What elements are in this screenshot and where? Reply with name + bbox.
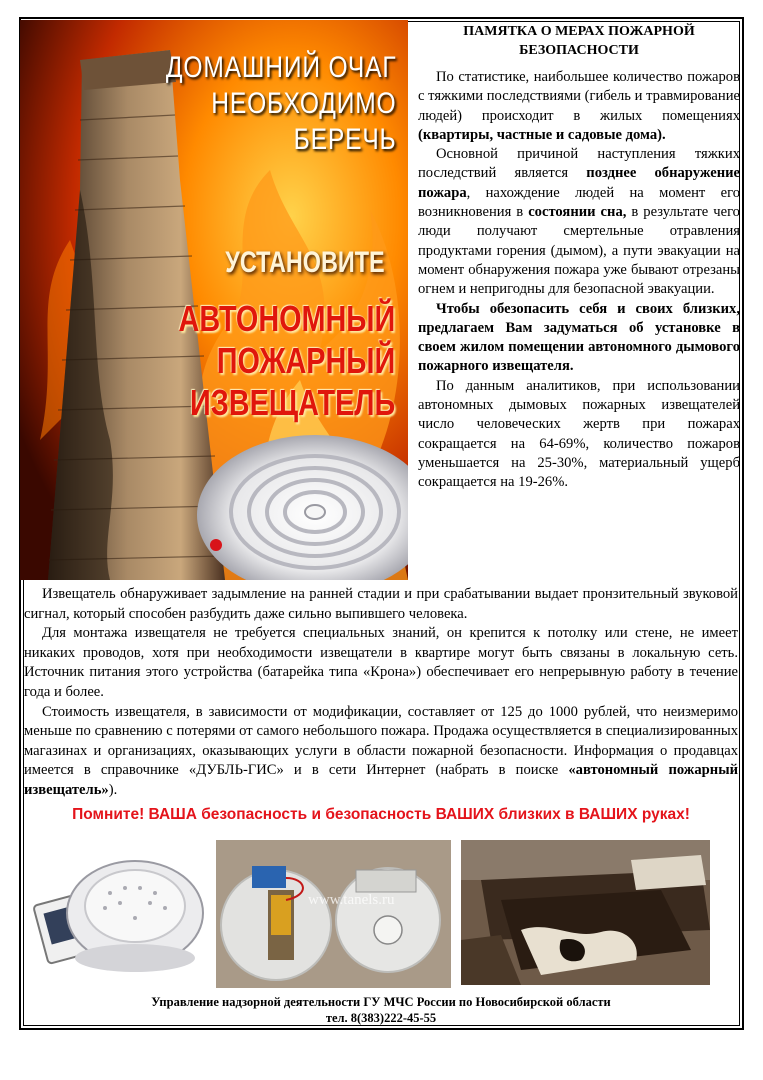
memo-paragraph-causes xyxy=(418,145,740,299)
footer-organization: Управление надзорной деятельности ГУ МЧС России по Новосибирской области xyxy=(151,995,611,1009)
memo-text: , нахождение людей на момент его возникновения в xyxy=(418,184,740,221)
memo-bold-text: состоянии сна, xyxy=(528,204,627,221)
footer-phone: тел. 8(383)222-45-55 xyxy=(325,1011,437,1025)
footer xyxy=(24,994,738,1026)
body-paragraph-installation: Для монтажа извещателя не требуется специальных знаний, он крепится к потолку или стене, не имеет никаких проводов, хотя при необходимости извещатели в квартире могут быть связаны в локальную сеть. Источник питания этого устройства (батарейка типа «Крона») обеспечивает его непрерывную работу в течение года и более. xyxy=(24,625,738,700)
poster-install-label xyxy=(20,246,408,280)
body-text-span: Стоимость извещателя, в зависимости от модификации, составляет от 125 до 1000 рублей, что неизмеримо меньше по сравнению с потерями от самого небольшого пожара. Продажа осуществляется в специализированных магазинах и организациях, оказывающих услуги в области пожарной безопасности. Информация о продавцах имеется в справочнике «ДУБЛЬ-ГИС» и в сети Интернет (набрать в поиске xyxy=(24,703,738,779)
memo-title xyxy=(418,22,740,60)
poster-headline-line: ДОМАШНИЙ ОЧАГ xyxy=(165,51,397,84)
memo-bold-text: Чтобы обезопасить себя и своих близких, предлагаем Вам задуматься об установке в своем жилом помещении автономного дымового пожарного извещателя. xyxy=(418,300,740,375)
poster-product-line: АВТОНОМНЫЙ xyxy=(178,298,396,339)
photo-watermark: www.tanels.ru xyxy=(308,892,395,908)
safety-reminder: Помните! ВАША безопасность и безопасность ВАШИХ близких в ВАШИХ руках! xyxy=(72,806,690,823)
photo-burnt-bed xyxy=(461,840,710,985)
poster-product-name xyxy=(20,298,408,424)
body-paragraph-cost xyxy=(24,703,738,801)
memo-paragraph-recommendation xyxy=(418,300,740,377)
search-phrase: «автономный пожарный извещатель» xyxy=(24,762,738,798)
body-text xyxy=(24,585,738,801)
poster-illustration xyxy=(20,20,408,580)
poster-product-line: ПОЖАРНЫЙ xyxy=(216,340,396,381)
poster-headline-line: НЕОБХОДИМО xyxy=(211,87,397,120)
poster-product-line: ИЗВЕЩАТЕЛЬ xyxy=(190,382,396,423)
body-text-span: ). xyxy=(108,781,118,798)
body-paragraph-detection: Извещатель обнаруживает задымление на ранней стадии и при срабатывании выдает пронзительный звуковой сигнал, который способен разбудить даже сильно выпившего человека. xyxy=(24,586,738,622)
memo-text: в результате чего люди получают смертельные отравления продуктами горения (дымом), а пути эвакуации на момент обнаружения пожара уже бывают отрезаны огнем и непригодны для безопасной эвакуации. xyxy=(418,204,740,298)
poster-headline xyxy=(20,50,408,158)
memo-paragraph-statistics xyxy=(418,68,740,145)
poster-install-text: УСТАНОВИТЕ xyxy=(225,246,385,279)
memo-title-line: ПАМЯТКА О МЕРАХ ПОЖАРНОЙ xyxy=(463,24,695,39)
photo-detector-with-battery xyxy=(30,838,205,993)
photo-detector-inside xyxy=(216,840,451,988)
memo-text: По статистике, наибольшее количество пожаров с тяжкими последствиями (гибель и травмирование людей) происходит в жилых помещениях xyxy=(418,69,740,124)
memo-column xyxy=(418,22,740,493)
memo-bold-text: (квартиры, частные и садовые дома). xyxy=(418,126,666,143)
memo-text: Основной причиной наступления тяжких последствий является xyxy=(418,146,740,182)
memo-bold-text: позднее обнаружение пожара xyxy=(418,165,740,201)
poster-headline-line: БЕРЕЧЬ xyxy=(293,123,397,156)
memo-title-line: БЕЗОПАСНОСТИ xyxy=(519,43,639,58)
memo-paragraph-analytics: По данным аналитиков, при использовании автономных дымовых пожарных извещателей число человеческих жертв при пожарах сокращается на 64-69%, количество пожаров уменьшается на 25-30%, материальный ущерб сокращается на 19-26%. xyxy=(418,377,740,491)
